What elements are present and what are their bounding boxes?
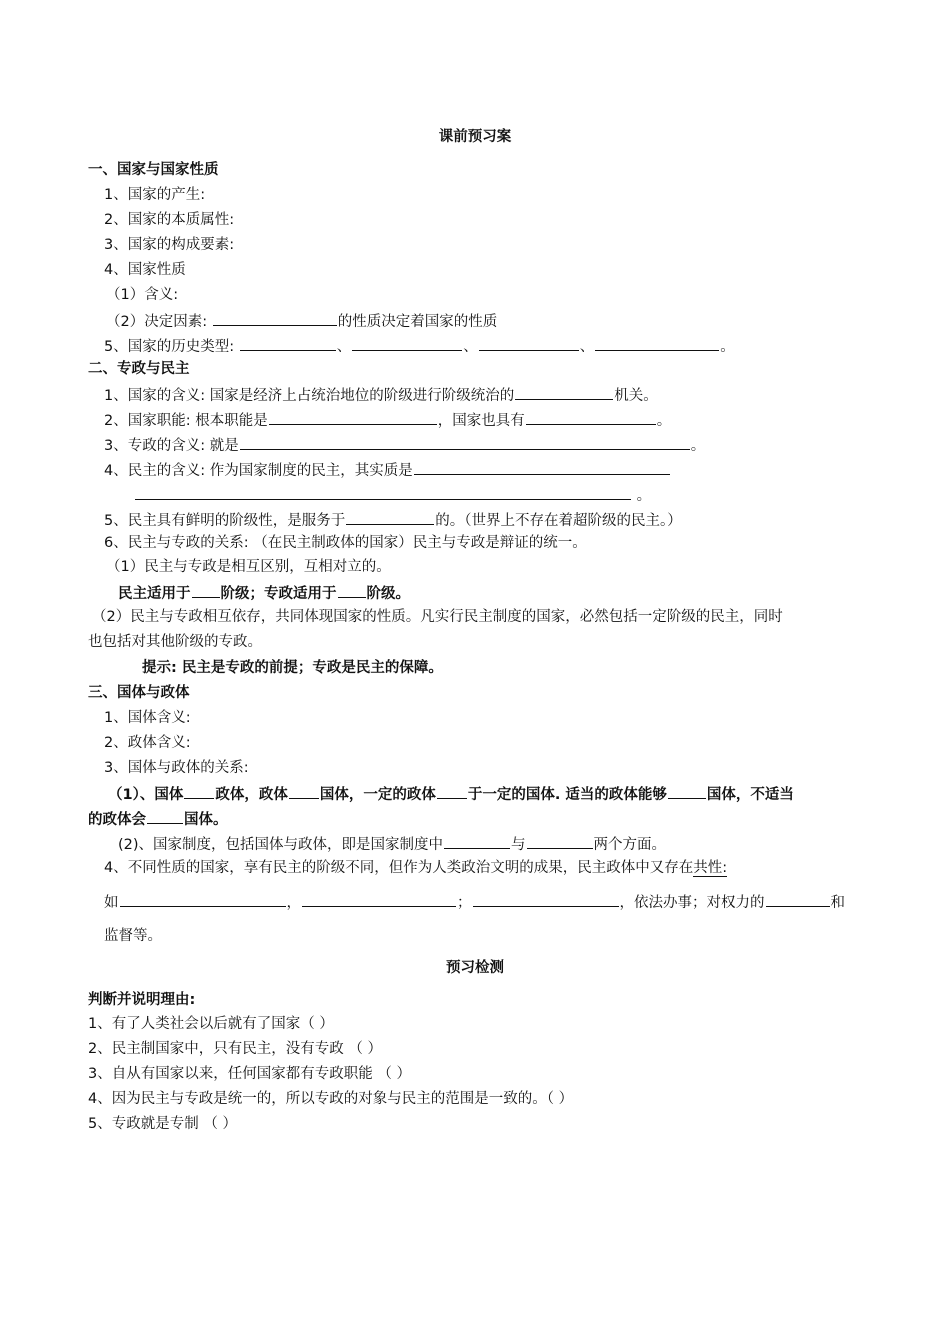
s3-relation-2-middle: 与: [511, 837, 526, 853]
blank-power-control[interactable]: [766, 891, 830, 907]
separator: 、: [336, 339, 352, 355]
page-title: 课前预习案: [438, 129, 512, 145]
s3-relation-1-part-e: 国体，不适当: [706, 787, 794, 803]
s2-line-4-prefix: 4、民主的含义: 作为国家制度的民主，其实质是: [104, 463, 413, 479]
s2-line-6a: （1）民主与专政是相互区别，互相对立的。: [106, 559, 391, 575]
s3-line-1: 1、国体含义:: [104, 710, 191, 726]
s1-line-1: 1、国家的产生:: [104, 187, 206, 203]
s2-line-2: [104, 409, 671, 431]
s2-line-4-suffix: 。: [636, 488, 652, 504]
blank-democracy-essence-2[interactable]: [135, 484, 631, 500]
separator: 、: [579, 339, 595, 355]
s3-line-4c: 监督等。: [104, 928, 162, 944]
blank-history-type-1[interactable]: [240, 335, 336, 351]
check-instruction: 判断并说明理由:: [88, 992, 196, 1008]
s1-line-5-prefix: 5、国家的历史类型:: [104, 339, 235, 355]
blank-democracy-essence-1[interactable]: [414, 459, 670, 475]
s2-line-1-prefix: 1、国家的含义: 国家是经济上占统治地位的阶级进行阶级统治的: [104, 388, 515, 404]
s2-line-6b-part-1: 民主适用于: [118, 586, 191, 602]
s1-line-4a: （1）含义:: [106, 287, 179, 303]
s1-line-4: 4、国家性质: [104, 262, 186, 278]
blank-state-form-2[interactable]: [289, 783, 319, 799]
s1-line-5: [104, 335, 735, 357]
s3-relation-1-part-d: 于一定的国体. 适当的政体能够: [467, 787, 667, 803]
s1-line-4b: [106, 310, 497, 332]
s2-line-5-prefix: 5、民主具有鲜明的阶级性，是服务于: [104, 513, 346, 529]
s3-relation-2: [118, 833, 666, 855]
blank-state-form-1[interactable]: [184, 783, 214, 799]
s3-relation-1-cont: [88, 808, 228, 830]
blank-history-type-2[interactable]: [352, 335, 462, 351]
blank-determining-factor[interactable]: [213, 310, 337, 326]
s3-line-4b-part-3: ；: [457, 895, 472, 911]
s3-line-4: [104, 858, 727, 878]
blank-serves-class[interactable]: [346, 509, 434, 525]
s3-line-4-prefix: 4、不同性质的国家，享有民主的阶级不同，但作为人类政治文明的成果，民主政体中又存在: [104, 860, 694, 876]
check-item: 2、民主制国家中，只有民主，没有专政 （ ）: [88, 1041, 382, 1057]
s1-line-4b-prefix: （2）决定因素:: [106, 314, 208, 330]
blank-fundamental-function[interactable]: [269, 409, 437, 425]
blank-commonality-2[interactable]: [302, 891, 456, 907]
blank-history-type-3[interactable]: [479, 335, 579, 351]
s2-line-4-cont: [134, 484, 651, 506]
blank-system-aspect-1[interactable]: [444, 833, 510, 849]
blank-dictatorship-applies[interactable]: [338, 582, 366, 598]
blank-state-form-3[interactable]: [437, 783, 467, 799]
section-1-heading: 一、国家与国家性质: [88, 162, 219, 178]
check-item: 3、自从有国家以来，任何国家都有专政职能 （ ）: [88, 1066, 411, 1082]
s2-line-1-suffix: 机关。: [614, 388, 658, 404]
s2-line-6b: [118, 582, 410, 604]
s3-relation-1-part-c: 国体，一定的政体: [319, 787, 436, 803]
section-2-heading: 二、专政与民主: [88, 361, 190, 377]
s3-line-4b: [104, 891, 845, 913]
s2-line-5: [104, 509, 682, 531]
s2-line-4: [104, 459, 671, 481]
s3-line-4b-part-1: 如: [104, 895, 119, 911]
s2-line-3-suffix: 。: [690, 438, 706, 454]
blank-state-machine[interactable]: [515, 384, 613, 400]
s2-line-2-suffix: 。: [656, 413, 672, 429]
s3-relation-1-part-a: （1）、国体: [108, 787, 184, 803]
s2-line-6b-part-2: 阶级；专政适用于: [220, 586, 337, 602]
s3-relation-1-part-b: 政体，政体: [215, 787, 288, 803]
s2-line-5-suffix: 的。（世界上不存在着超阶级的民主。）: [435, 513, 682, 529]
s3-line-4b-part-4: ，依法办事；对权力的: [619, 895, 765, 911]
hint-text: 提示: 民主是专政的前提；专政是民主的保障。: [142, 660, 443, 676]
blank-system-aspect-2[interactable]: [527, 833, 593, 849]
s3-relation-1-part-f: 的政体会: [88, 812, 146, 828]
blank-democracy-applies[interactable]: [192, 582, 220, 598]
separator: 、: [463, 339, 478, 355]
s1-line-3: 3、国家的构成要素:: [104, 237, 235, 253]
check-item: 1、有了人类社会以后就有了国家（ ）: [88, 1016, 334, 1032]
period: 。: [720, 339, 735, 355]
s3-line-4b-part-2: ，: [286, 895, 301, 911]
s3-relation-2-suffix: 两个方面。: [593, 837, 667, 853]
s2-line-6c-cont: 也包括对其他阶级的专政。: [88, 634, 262, 650]
s3-relation-1: [108, 783, 794, 805]
s3-line-4-underlined: 共性:: [693, 860, 728, 876]
s3-line-3: 3、国体与政体的关系:: [104, 760, 249, 776]
s2-line-2-middle: ，国家也具有: [437, 413, 525, 429]
check-item: 5、专政就是专制 （ ）: [88, 1116, 237, 1132]
s2-line-3-prefix: 3、专政的含义: 就是: [104, 438, 239, 454]
s2-line-6: 6、民主与专政的关系: （在民主制政体的国家）民主与专政是辩证的统一。: [104, 535, 587, 551]
s2-line-6b-part-3: 阶级。: [366, 586, 410, 602]
blank-dictatorship-meaning[interactable]: [240, 434, 690, 450]
check-item: 4、因为民主与专政是统一的，所以专政的对象与民主的范围是一致的。（ ）: [88, 1091, 574, 1107]
s2-line-2-prefix: 2、国家职能: 根本职能是: [104, 413, 268, 429]
blank-other-function[interactable]: [526, 409, 656, 425]
s1-line-4b-suffix: 的性质决定着国家的性质: [337, 314, 498, 330]
blank-state-form-4[interactable]: [668, 783, 706, 799]
blank-history-type-4[interactable]: [595, 335, 719, 351]
blank-state-form-5[interactable]: [147, 808, 183, 824]
s3-relation-2-prefix: (2)、国家制度，包括国体与政体，即是国家制度中: [118, 837, 444, 853]
s3-relation-1-part-g: 国体。: [184, 812, 228, 828]
s3-line-4b-part-5: 和: [830, 895, 845, 911]
section-3-heading: 三、国体与政体: [88, 685, 190, 701]
s1-line-2: 2、国家的本质属性:: [104, 212, 235, 228]
blank-commonality-3[interactable]: [473, 891, 619, 907]
s2-line-1: [104, 384, 658, 406]
check-title: 预习检测: [446, 960, 504, 976]
blank-commonality-1[interactable]: [120, 891, 286, 907]
s2-line-3: [104, 434, 705, 456]
s3-line-2: 2、政体含义:: [104, 735, 191, 751]
s2-line-6c: （2）民主与专政相互依存，共同体现国家的性质。凡实行民主制度的国家，必然包括一定阶级的民主，同时: [92, 609, 783, 625]
